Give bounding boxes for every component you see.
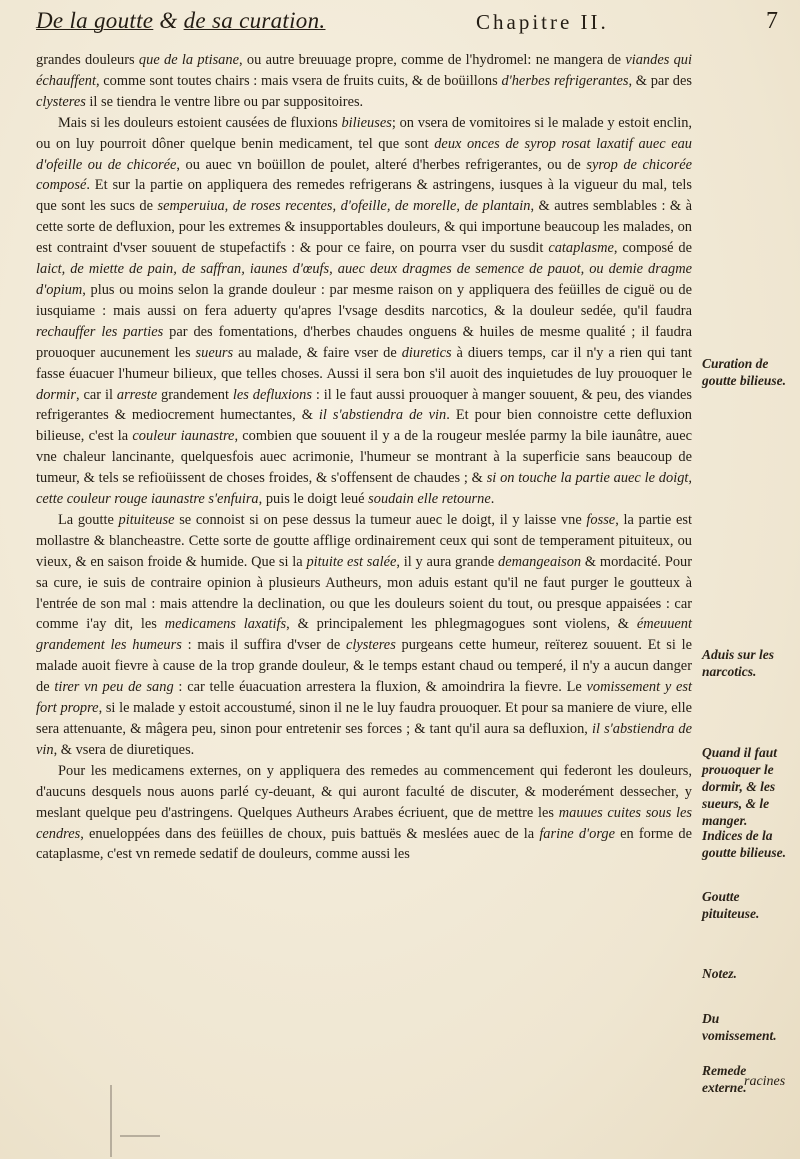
- text-segment: , comme sont toutes chairs : mais vsera de fruits cuits, & de boüillons: [95, 72, 502, 89]
- italic-segment: arreste: [116, 386, 158, 403]
- chapter-label: Chapitre II.: [476, 10, 609, 34]
- margin-note-narcotics: Aduis sur les narcotics.: [702, 647, 775, 679]
- text-segment: au malade, & faire vser de: [233, 344, 402, 361]
- text-segment: à diuers temps, car il n'y a rien qui tant fasse éuacuer l'humeur bilieux, que telles choses. Aussi il sera bon s'il auoit des inquietudes de luy prouoquer le: [36, 344, 692, 382]
- text-segment: , plus ou moins selon la grande douleur : par mesme raison on y appliquera des feüilles de ciguë ou de iusquiame : mais aussi on fera aduerty qu'apres l'vsage desdits narcotics, & la douleur sedée, qu'il faudra: [36, 281, 692, 319]
- margin-note-curation: Curation de goutte bilieuse.: [702, 356, 786, 388]
- italic-segment: pituite est salée: [306, 553, 397, 570]
- italic-segment: vomissement y est fort propre: [36, 679, 692, 717]
- text-segment: , il y aura grande: [396, 553, 498, 570]
- italic-segment: émeuuent grandement les humeurs: [36, 616, 692, 654]
- italic-segment: cataplasme: [548, 240, 614, 257]
- text-segment: Mais si les douleurs estoient causées de fluxions: [58, 114, 342, 131]
- italic-segment: les defluxions: [232, 386, 312, 403]
- margin-note-dormir: Quand il faut prouoquer le dormir, & les sueurs, & le manger.: [702, 745, 778, 828]
- text-segment: : car telle éuacuation arrestera la fluxion, & amoindrira la fievre. Le: [173, 679, 587, 696]
- italic-segment: farine d'orge: [539, 825, 615, 842]
- text-segment: . Et sur la partie on appliquera des remedes refrigerans & astringens, iusques à la vigueur du mal, tels que sont les sucs de: [36, 177, 692, 215]
- text-segment: , enueloppées dans des feüilles de choux, puis battuës & meslées auec de la: [80, 825, 540, 842]
- italic-segment: syrop de chicorée composé: [36, 156, 692, 194]
- italic-segment: diuretics: [401, 344, 452, 361]
- text-segment: , & par des: [628, 72, 692, 89]
- paragraph: [36, 510, 692, 761]
- margin-note-indices: Indices de la goutte bilieuse.: [702, 828, 786, 860]
- paragraph: [36, 50, 692, 113]
- italic-segment: d'herbes refrigerantes: [501, 72, 629, 89]
- italic-segment: si on touche la partie auec le doigt, cette couleur rouge iaunastre s'enfuira: [36, 470, 692, 508]
- italic-segment: couleur iaunastre: [132, 428, 235, 445]
- running-title-part-1: De la goutte: [36, 8, 154, 33]
- text-segment: , si le malade y estoit accoustumé, sinon il ne le luy faudra prouoquer. Et pour sa maniere de viure, elle sera attenuante, & mâgera peu, sinon pour entretenir ses forces ; & tant qu'il aura sa defluxion,: [36, 700, 692, 737]
- page-mark: [110, 1085, 138, 1157]
- italic-segment: il s'abstiendra de vin: [318, 407, 447, 424]
- text-segment: , combien que souuent il y a de la rougeur meslée parmy la bile iaunâtre, auec vne chaleur lancinante, quelquesfois auec acrimonie, l'humeur se montrant à la superficie sans beaucoup de tumeur, & tels se refioüissent de choses froides, & s'offensent de chaudes ; &: [36, 428, 692, 487]
- italic-segment: soudain elle retourne: [368, 491, 491, 508]
- catchword: racines: [744, 1074, 786, 1089]
- italic-segment: laict, de miette de pain, de saffran, iaunes d'œufs, auec deux dragmes de semence de pauot, ou demie dragme d'opium: [36, 261, 692, 298]
- text-segment: , & autres semblables : & à cette sorte de defluxion, pour les extremes & insupportables douleurs, & qui importune beaucoup les malades, on est contraint d'vser souuent de stupefactifs : & pour ce faire, on pourra vser du susdit: [36, 198, 692, 257]
- italic-segment: bilieuses: [341, 114, 392, 131]
- text-segment: . Et pour bien connoistre cette defluxion bilieuse, c'est la: [36, 407, 692, 445]
- italic-segment: sueurs: [195, 344, 234, 361]
- text-segment: : il le faut aussi prouoquer à manger souuent, & peu, des viandes refrigerantes & mediocrement humectantes, &: [36, 386, 693, 424]
- margin-note-notez: Notez.: [702, 966, 737, 981]
- text-segment: en forme de cataplasme, c'est vn remede sedatif de douleurs, comme aussi les: [36, 825, 692, 863]
- running-title-part-2: &: [153, 8, 184, 33]
- running-title-part-3: de sa curation.: [183, 8, 326, 33]
- paragraph: [36, 761, 692, 866]
- text-segment: se connoist si on pese dessus la tumeur auec le doigt, il y laisse vne: [174, 511, 587, 528]
- italic-segment: medicamens laxatifs: [164, 616, 287, 633]
- text-segment: Pour les medicamens externes, on y appliquera des remedes au commencement qui federont les douleurs, d'aucuns desquels nous auons parlé cy-deuant, & qui auront faculté de discuter, & moderément dessecher, y meslant quelque peu d'astringens. Quelques Autheurs Arabes écriuent, que de mettre les: [36, 762, 692, 821]
- text-segment: : mais il suffira d'vser de: [181, 637, 346, 654]
- italic-segment: mauues cuites sous les cendres: [36, 804, 692, 842]
- text-segment: , composé de: [613, 240, 693, 257]
- italic-segment: il s'abstiendra de vin: [36, 721, 692, 758]
- italic-segment: tirer vn peu de sang: [54, 679, 174, 696]
- text-segment: & mordacité. Pour sa cure, ie suis de contraire opinion à plusieurs Autheurs, mon aduis estant qu'il ne faut purger le goutteux à l'entrée de son mal : mais attendre la declination, ou que les douleurs soient du tout, ou presque appaisées : car comme i'ay dit, les: [36, 553, 693, 633]
- running-header: [36, 6, 780, 42]
- italic-segment: clysteres: [36, 93, 86, 110]
- margin-note-vomissement: Du vomissement.: [702, 1011, 777, 1043]
- italic-segment: rechauffer les parties: [36, 323, 164, 340]
- running-title: [36, 8, 325, 34]
- margin-note-remede: Remede externe.: [702, 1063, 747, 1095]
- italic-segment: fosse: [586, 511, 616, 528]
- text-segment: , & principalement les phlegmagogues sont violens, &: [286, 616, 637, 633]
- text-segment: , ou autre breuuage propre, comme de l'hydromel: ne mangera de: [238, 52, 626, 68]
- page-mark-2: [120, 1135, 160, 1137]
- text-segment: , car il: [75, 386, 117, 403]
- italic-segment: demangeaison: [498, 553, 582, 570]
- italic-segment: que de la ptisane: [138, 52, 239, 68]
- text-segment: grandement: [157, 386, 233, 403]
- margin-note-pituiteuse: Goutte pituiteuse.: [702, 889, 760, 921]
- text-segment: , la partie est mollastre & blancheastre. Cette sorte de goutte afflige ordinairement ceux qui sont de temperament pituiteux, ou vieux, & en saison froide & humide. Que si la: [36, 511, 692, 570]
- text-segment: ; on vsera de vomitoires si le malade y estoit enclin, ou on luy pourroit dôner quelque benin medicament, tel que sont: [36, 114, 692, 152]
- text-segment: il se tiendra le ventre libre ou par suppositoires.: [85, 93, 364, 110]
- italic-segment: semperuiua, de roses recentes, d'ofeille, de morelle, de plantain: [157, 198, 531, 215]
- italic-segment: viandes qui échauffent: [36, 52, 692, 89]
- text-segment: , puis le doigt leué: [258, 491, 369, 508]
- main-text: [36, 50, 692, 865]
- text-segment: par des fomentations, d'herbes chaudes onguens & huiles de mesme qualité ; il faudra prouoquer aucunement les: [36, 323, 692, 361]
- italic-segment: clysteres: [345, 637, 396, 654]
- paragraph: [36, 113, 692, 510]
- text-segment: La goutte: [58, 511, 119, 528]
- italic-segment: dormir: [36, 386, 76, 403]
- text-segment: .: [490, 491, 495, 508]
- italic-segment: deux onces de syrop rosat laxatif auec eau d'ofeille ou de chicorée: [36, 135, 692, 173]
- text-segment: purgeans cette humeur, reïterez souuent. Et si le malade auoit fievre à cause de la trop grande douleur, & le temps estant chaud ou temperé, il n'y a aucun danger de: [36, 637, 692, 696]
- text-segment: , ou auec vn boüillon de poulet, alteré d'herbes refrigerantes, ou de: [176, 156, 587, 173]
- page-number: 7: [766, 8, 778, 34]
- text-segment: grandes douleurs: [36, 52, 139, 68]
- text-segment: , & vsera de diuretiques.: [53, 741, 195, 758]
- italic-segment: pituiteuse: [118, 511, 175, 528]
